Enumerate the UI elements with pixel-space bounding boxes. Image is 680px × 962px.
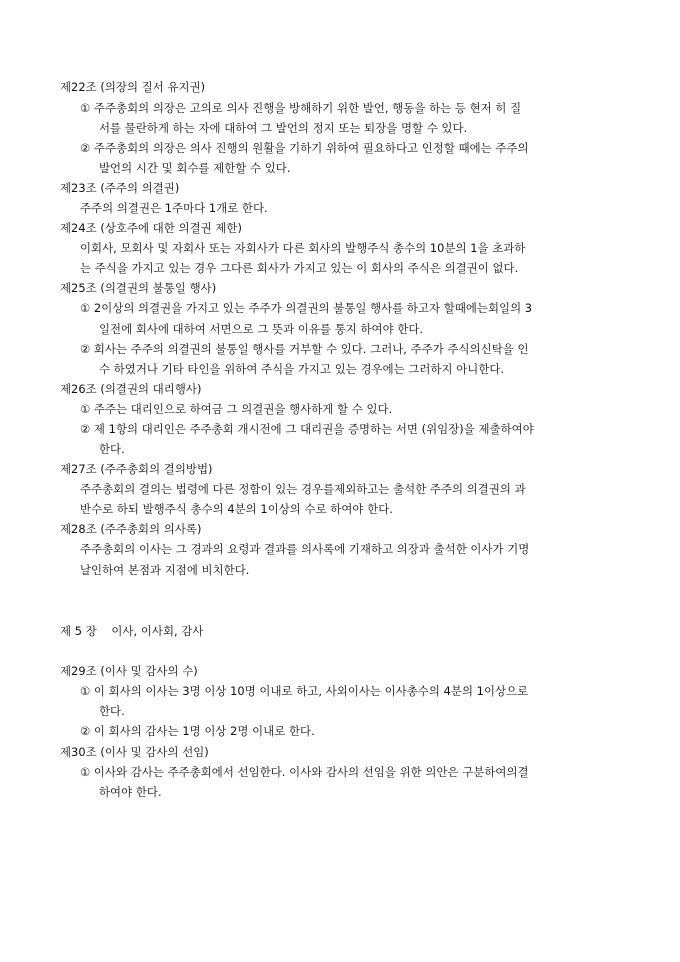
article-30-heading: 제30조 (이사 및 감사의 선임) xyxy=(60,745,209,759)
chapter-5-title: 제 5 장 이사, 이사회, 감사 xyxy=(60,624,204,638)
article-27-body-cont: 반수로 하되 발행주식 총수의 4분의 1이상의 수로 하여야 한다. xyxy=(80,502,393,516)
article-29-heading: 제29조 (이사 및 감사의 수) xyxy=(60,664,198,678)
article-27-body: 주주총회의 결의는 법령에 다른 정함이 있는 경우를제외하고는 출석한 주주의 의결권의 과 xyxy=(80,482,526,496)
article-25-clause-1-cont: 일전에 회사에 대하여 서면으로 그 뜻과 이유를 통지 하여야 한다. xyxy=(99,322,424,336)
article-26-heading: 제26조 (의결권의 대리행사) xyxy=(60,382,202,396)
article-29-clause-1-cont: 한다. xyxy=(99,704,125,718)
article-30-clause-1: ① 이사와 감사는 주주총회에서 선임한다. 이사와 감사의 선임을 위한 의안은 구분하여의결 xyxy=(80,765,529,779)
article-25-clause-1: ① 2이상의 의결권을 가지고 있는 주주가 의결권의 불통일 행사를 하고자 할때에는회일의 3 xyxy=(80,301,533,315)
article-29-clause-1: ① 이 회사의 이사는 3명 이상 10명 이내로 하고, 사외이사는 이사총수의 4분의 1이상으로 xyxy=(80,684,529,698)
article-28-body: 주주총회의 이사는 그 경과의 요령과 결과를 의사록에 기재하고 의장과 출석한 이사가 기명 xyxy=(80,542,530,556)
article-24-body: 이회사, 모회사 및 자회사 또는 자회사가 다른 회사의 발행주식 총수의 10분의 1을 초과하 xyxy=(80,241,526,255)
article-28-heading: 제28조 (주주총회의 의사록) xyxy=(60,522,202,536)
article-30-clause-1-cont: 하여야 한다. xyxy=(99,785,162,799)
article-26-clause-2-cont: 한다. xyxy=(99,442,125,456)
article-25-clause-2: ② 회사는 주주의 의결권의 불통일 행사를 거부할 수 있다. 그러나, 주주가 주식의신탁을 인 xyxy=(80,342,529,356)
article-24-body-cont: 는 주식을 가지고 있는 경우 그다른 회사가 가지고 있는 이 회사의 주식은 의결권이 없다. xyxy=(80,261,519,275)
article-27-heading: 제27조 (주주총회의 결의방법) xyxy=(60,462,213,476)
article-23-heading: 제23조 (주주의 의결권) xyxy=(60,181,180,195)
article-23-body: 주주의 의결권은 1주마다 1개로 한다. xyxy=(80,201,268,215)
article-25-clause-2-cont: 수 하였거나 기타 타인을 위하여 주식을 가지고 있는 경우에는 그러하지 아니한다. xyxy=(99,362,505,376)
article-22-heading: 제22조 (의장의 질서 유지권) xyxy=(60,80,206,94)
article-25-heading: 제25조 (의결권의 불통일 행사) xyxy=(60,281,217,295)
article-26-clause-1: ① 주주는 대리인으로 하여금 그 의결권을 행사하게 할 수 있다. xyxy=(80,402,393,416)
article-28-body-cont: 날인하여 본점과 지점에 비치한다. xyxy=(80,563,250,577)
article-22-clause-2-cont: 발언의 시간 및 회수를 제한할 수 있다. xyxy=(99,161,291,175)
article-22-clause-1: ① 주주총회의 의장은 고의로 의사 진행을 방해하기 위한 발언, 행동을 하는 등 현저 히 질 xyxy=(80,101,522,115)
article-26-clause-2: ② 제 1항의 대리인은 주주총회 개시전에 그 대리권을 증명하는 서면 (위임장)을 제출하여야 xyxy=(80,422,534,436)
article-29-clause-2: ② 이 회사의 감사는 1명 이상 2명 이내로 한다. xyxy=(80,724,315,738)
article-22-clause-1-cont: 서를 물란하게 하는 자에 대하여 그 발언의 정지 또는 퇴장을 명할 수 있다. xyxy=(99,121,468,135)
article-24-heading: 제24조 (상호주에 대한 의결권 제한) xyxy=(60,221,242,235)
article-22-clause-2: ② 주주총회의 의장은 의사 진행의 원활을 기하기 위하여 필요하다고 인정할 때에는 주주의 xyxy=(80,141,529,155)
